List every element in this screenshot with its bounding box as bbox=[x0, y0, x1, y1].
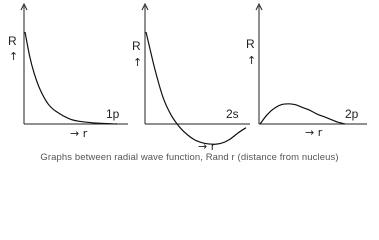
curve-2p bbox=[260, 104, 345, 124]
y-axis-up-arrow-1: ↑ bbox=[9, 50, 19, 63]
figure-caption: Graphs between radial wave function, Rand r (distance from nucleus) bbox=[40, 152, 339, 163]
orbital-label-1: 1p bbox=[106, 107, 120, 121]
curve-1p bbox=[25, 32, 117, 124]
x-axis-label-2: → r bbox=[198, 140, 216, 153]
y-axis-up-arrow-2: ↑ bbox=[133, 56, 143, 69]
y-axis-label-1: R bbox=[8, 34, 17, 48]
x-axis-label-1: → r bbox=[70, 127, 88, 140]
orbital-label-2: 2s bbox=[226, 107, 239, 121]
curve-2s bbox=[146, 32, 246, 144]
y-axis-label-3: R bbox=[246, 37, 255, 51]
y-axis-label-2: R bbox=[132, 39, 141, 53]
y-axis-up-arrow-3: ↑ bbox=[247, 54, 257, 67]
x-axis-label-3: → r bbox=[305, 126, 323, 139]
orbital-label-3: 2p bbox=[345, 107, 359, 121]
